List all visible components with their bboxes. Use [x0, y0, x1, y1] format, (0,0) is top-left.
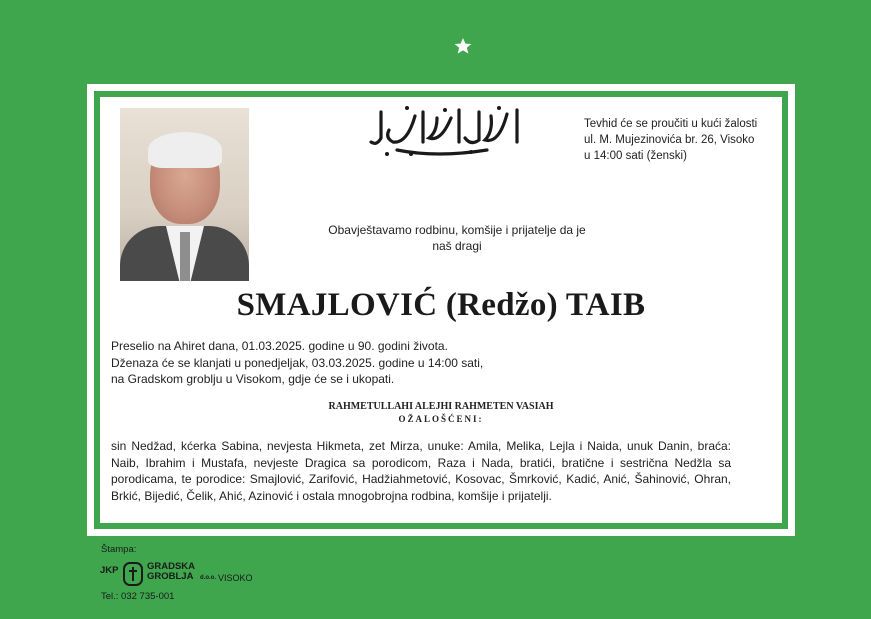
deceased-photo — [120, 108, 249, 281]
obituary-notice — [87, 84, 795, 536]
details-line: Dženaza će se klanjati u ponedjeljak, 03.03.2025. godine u 14:00 sati, — [111, 355, 484, 370]
intro-line: naš dragi — [432, 239, 482, 253]
mourners-heading: OŽALOŠĆENI: — [398, 414, 484, 424]
tevhid-line: ul. M. Mujezinovića br. 26, Visoko — [584, 134, 755, 146]
details-line: na Gradskom groblju u Visokom, gdje će se i ukopati. — [111, 372, 395, 386]
company-name — [147, 562, 195, 582]
company-name-line: GRADSKA — [147, 561, 196, 572]
company-city: VISOKO — [218, 573, 253, 583]
tevhid-line: u 14:00 sati (ženski) — [584, 150, 687, 162]
cemetery-logo-icon — [122, 561, 144, 587]
intro-line: Obavještavamo rodbinu, komšije i prijatelje da je — [328, 223, 586, 237]
company-logo — [100, 561, 260, 589]
funeral-details — [111, 338, 541, 388]
dua-line: RAHMETULLAHI ALEJHI RAHMETEN VASIAH — [328, 401, 554, 412]
crescent-and-star-icon — [407, 10, 487, 74]
tevhid-info — [584, 116, 794, 164]
intro-text — [307, 222, 607, 254]
deceased-name: SMAJLOVIĆ (Redžo) TAIB — [236, 287, 646, 323]
company-prefix: JKP — [100, 565, 119, 576]
print-label: Štampa: — [101, 544, 137, 555]
company-suffix: d.o.o. — [200, 575, 216, 581]
company-name-line: GROBLJA — [147, 571, 194, 582]
details-line: Preselio na Ahiret dana, 01.03.2025. godine u 90. godini života. — [111, 339, 448, 353]
phone-number: Tel.: 032 735-001 — [101, 591, 175, 602]
tevhid-line: Tevhid će se proučiti u kući žalosti — [584, 118, 758, 130]
arabic-calligraphy — [367, 102, 527, 160]
mourners-list: sin Nedžad, kćerka Sabina, nevjesta Hikmeta, zet Mirza, unuke: Amila, Melika, Lejla i Naida, unuk Danin, braća: Naib, Ibrahim i Mustafa, nevjeste Dragica sa porodicom, Raza i Nada, bratići, bratične i sestrična Nedžla sa porodicama, te porodice: Smajlović, Zarifović, Hadžiahmetović, Kosovac, Šmrković, Kadić, Anić, Šahinović, Ohran, Brkić, Bijedić, Čelik, Ahić, Azinović i ostala mnogobrojna rodbina, komšije i prijatelji. — [111, 439, 731, 503]
